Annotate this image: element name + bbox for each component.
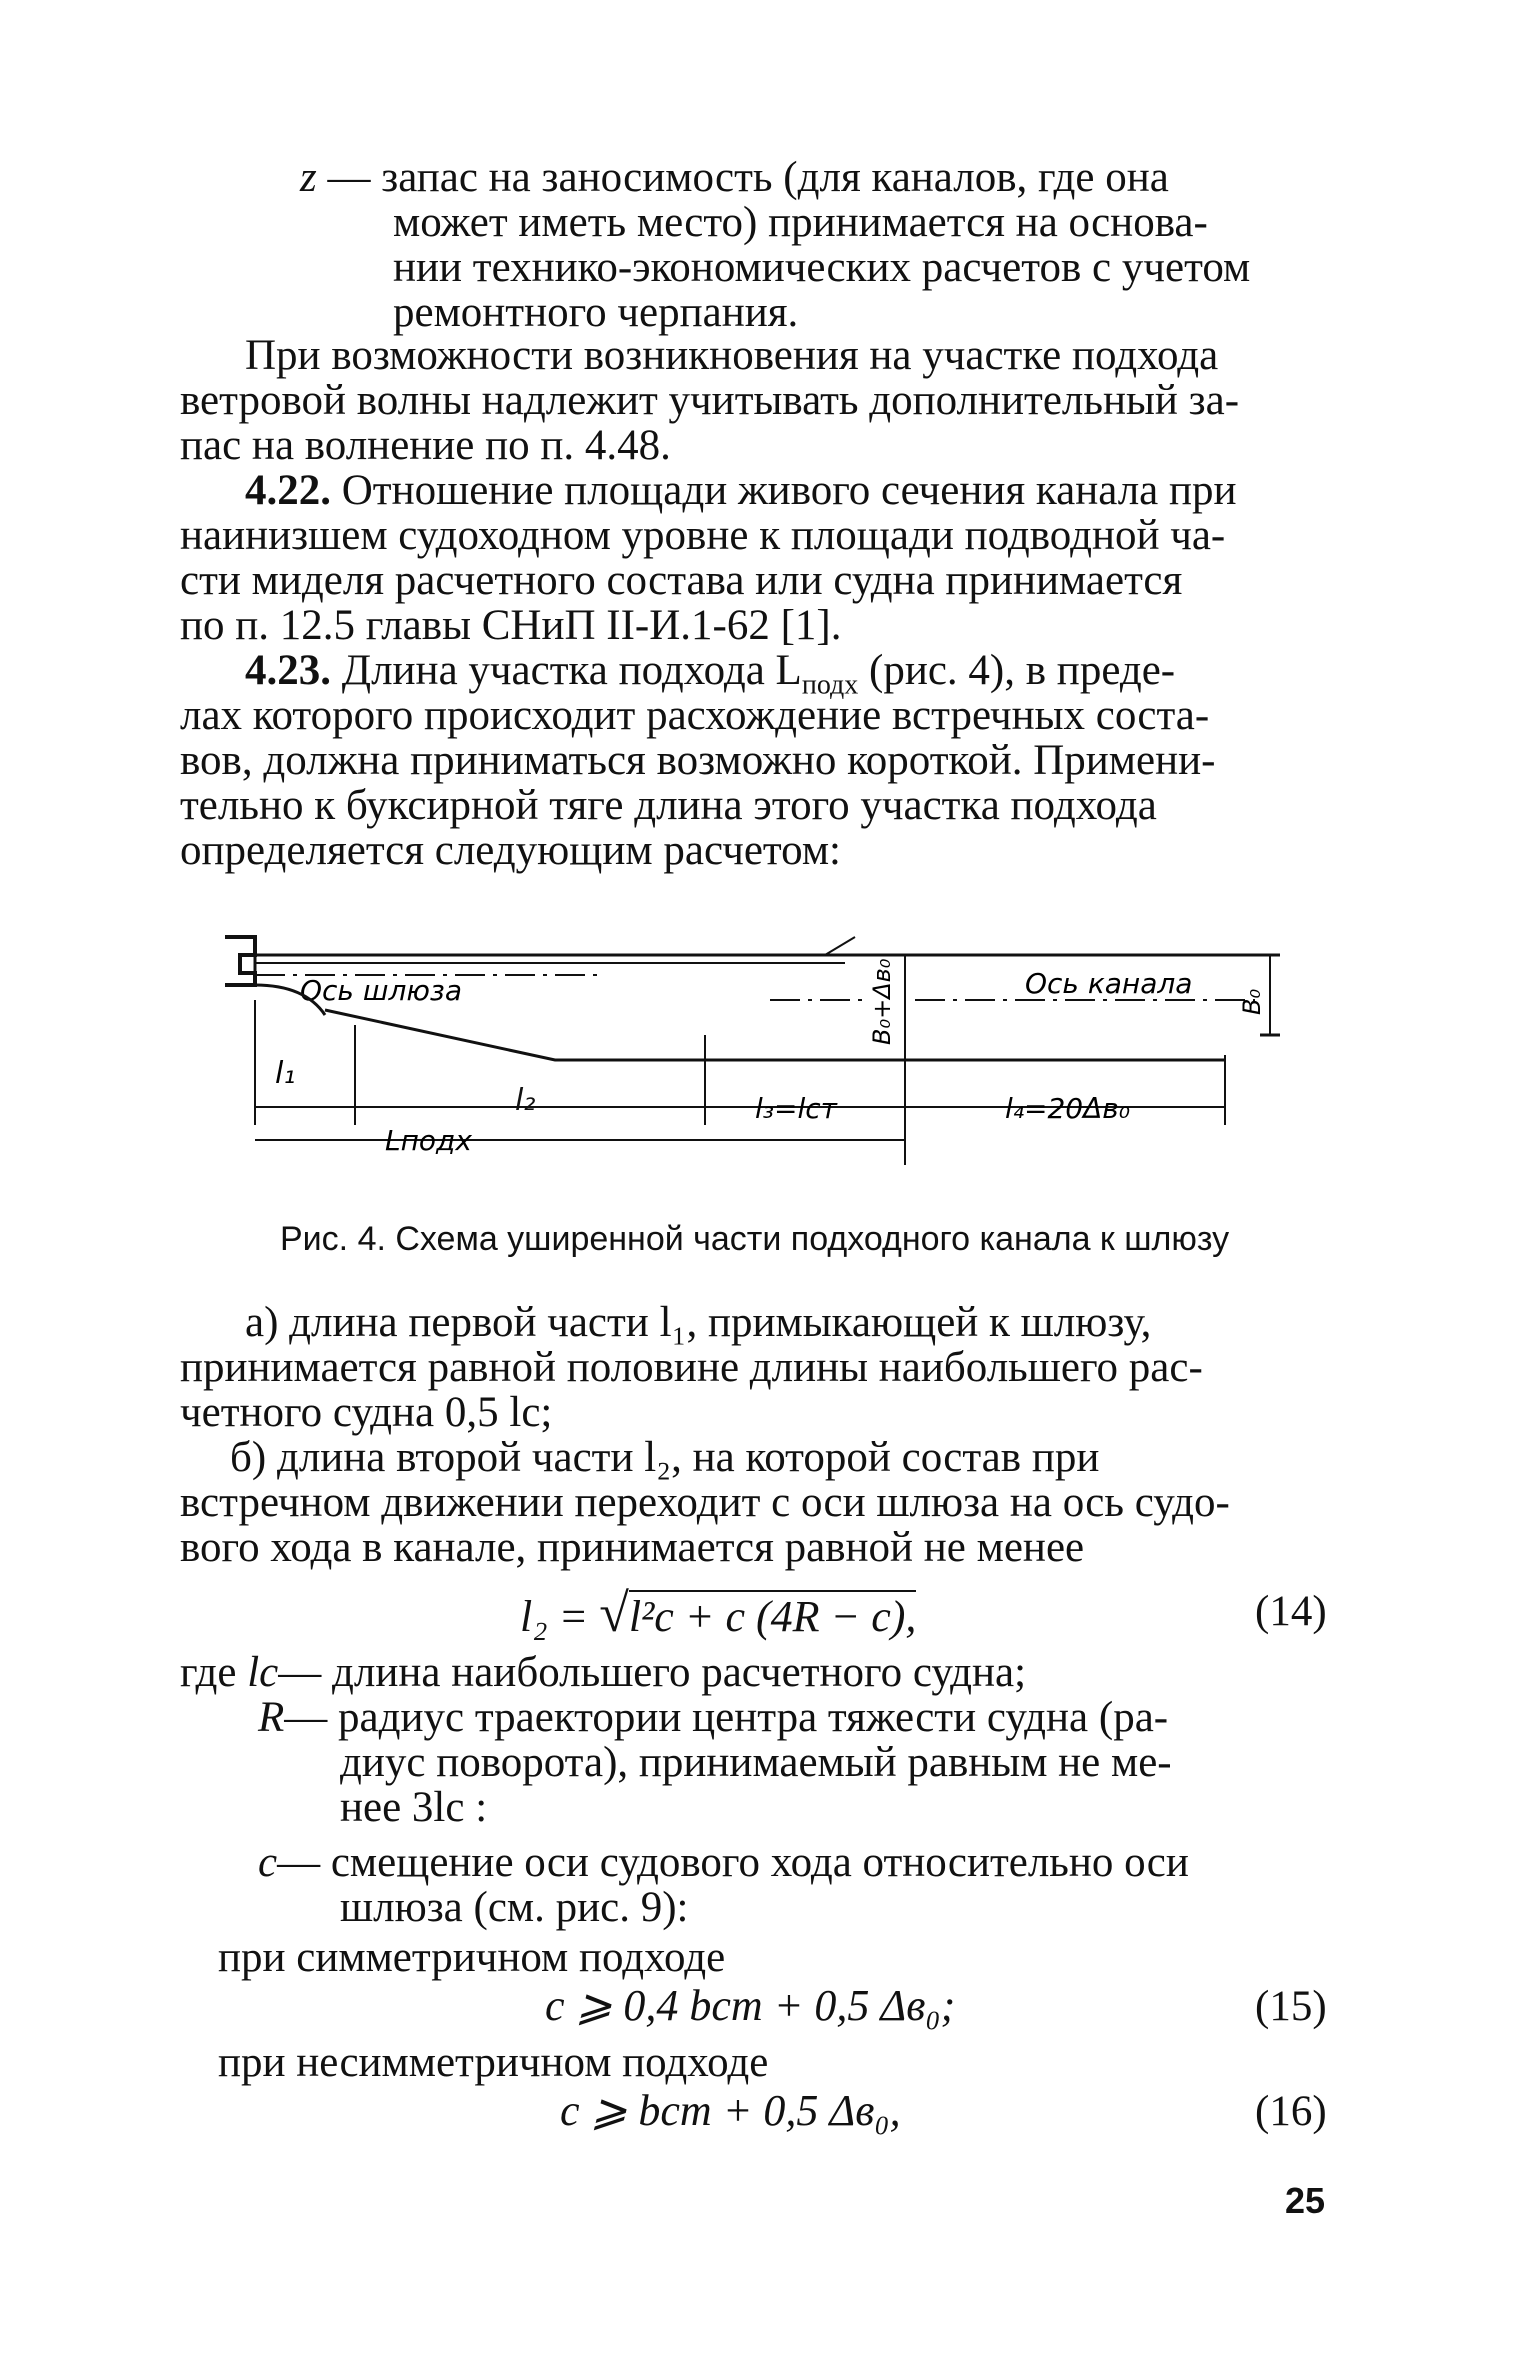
z-text-line-3: нии технико-экономических расчетов с учетом [393, 244, 1251, 291]
section-4-23-text-1-end: (рис. 4), в преде- [858, 647, 1176, 694]
l-podh-subscript: подх [801, 669, 859, 701]
item-a-line-1: а) длина первой части l₁, примыкающей к шлюзу, [245, 1299, 1152, 1346]
lc-definition: — длина наибольшего расчетного судна; [278, 1649, 1027, 1696]
item-b-line-3: вого хода в канале, принимается равной не менее [180, 1524, 1085, 1571]
lock-gate-shape [225, 937, 255, 985]
wave-line-1: При возможности возникновения на участке подхода [245, 332, 1219, 379]
wave-line-2: ветровой волны надлежит учитывать дополнительный за- [180, 377, 1240, 424]
item-b-line-2: встречном движении переходит с оси шлюза на ось судо- [180, 1479, 1230, 1526]
where-r-line-1 [258, 1695, 1168, 1740]
where-r-line-3: нее 3lс : [340, 1784, 488, 1831]
section-4-22-line-2: наинизшем судоходном уровне к площади подводной ча- [180, 512, 1226, 559]
figure-4-caption: Рис. 4. Схема уширенной части подходного канала к шлюзу [280, 1220, 1230, 1258]
section-4-22-text-1: Отношение площади живого сечения канала при [341, 467, 1237, 514]
section-number-4-22: 4.22. [245, 467, 331, 514]
equation-number-15: (15) [1255, 1983, 1327, 2030]
section-4-22-line-1 [245, 468, 1237, 513]
where-c-line-1 [258, 1840, 1189, 1885]
lock-axis-label: Ось шлюза [300, 974, 462, 1007]
section-4-23-line-5: определяется следующим расчетом: [180, 827, 841, 874]
b0-label: B₀ [1238, 988, 1266, 1015]
b0-delta-label: B₀+Δв₀ [868, 958, 896, 1045]
section-4-23-line-3: вов, должна приниматься возможно короткой. Примени- [180, 737, 1216, 784]
l4-label: l₄=20Δв₀ [1005, 1092, 1130, 1125]
wave-line-3: пас на волнение по п. 4.48. [180, 422, 671, 469]
section-number-4-23: 4.23. [245, 647, 331, 694]
l3-label: l₃=lст [755, 1092, 837, 1125]
section-4-23-line-4: тельно к буксирной тяге длина этого участка подхода [180, 782, 1157, 829]
lc-symbol: lс [247, 1649, 279, 1696]
where-c-line-2: шлюза (см. рис. 9): [340, 1884, 689, 1931]
z-definition [300, 155, 1169, 200]
l-podh-label: Lподх [385, 1124, 472, 1157]
z-text-line-4: ремонтного черпания. [393, 289, 799, 336]
asymmetric-approach-label: при несимметричном подходе [218, 2039, 769, 2086]
c-symbol: c [258, 1839, 278, 1886]
section-4-22-line-4: по п. 12.5 главы СНиП II-И.1-62 [1]. [180, 602, 842, 649]
r-symbol: R [258, 1694, 285, 1741]
equation-number-14: (14) [1255, 1588, 1327, 1635]
where-lc-line [180, 1650, 1026, 1695]
symmetric-approach-label: при симметричном подходе [218, 1934, 726, 1981]
bank-tick [825, 937, 855, 955]
formula-14-rhs: l²с + c (4R − c), [628, 1592, 917, 1641]
where-word: где [180, 1649, 237, 1696]
figure-4-diagram [215, 925, 1290, 1180]
section-4-23-line-2: лах которого происходит расхождение встречных соста- [180, 692, 1210, 739]
z-text-line-2: может иметь место) принимается на основа- [393, 199, 1208, 246]
formula-15: c ⩾ 0,4 bст + 0,5 Δв₀; [545, 1981, 956, 2030]
formula-14-lhs: l₂ = [520, 1592, 600, 1641]
section-4-22-line-3: сти миделя расчетного состава или судна принимается [180, 557, 1183, 604]
l1-label: l₁ [275, 1056, 296, 1091]
z-text-line-1: — запас на заносимость (для каналов, где она [327, 154, 1169, 201]
z-symbol: z [300, 154, 317, 201]
equation-number-16: (16) [1255, 2088, 1327, 2135]
page-number: 25 [1285, 2180, 1326, 2221]
where-r-line-2: диус поворота), принимаемый равным не ме- [340, 1739, 1172, 1786]
section-4-23-text-1: Длина участка подхода L [341, 647, 802, 694]
item-a-line-3: четного судна 0,5 lс; [180, 1389, 553, 1436]
r-definition-1: — радиус траектории центра тяжести судна (ра- [284, 1694, 1169, 1741]
formula-16: c ⩾ bст + 0,5 Δв₀, [560, 2086, 901, 2135]
bottom-bank-line [325, 1010, 1225, 1060]
item-b-line-1: б) длина второй части l₂, на которой состав при [230, 1434, 1100, 1481]
canal-axis-label: Ось канала [1025, 967, 1193, 1000]
formula-14 [520, 1582, 916, 1644]
l2-label: l₂ [515, 1083, 536, 1118]
sqrt-symbol: √ [599, 1583, 629, 1643]
c-definition-1: — смещение оси судового хода относительно оси [277, 1839, 1189, 1886]
item-a-line-2: принимается равной половине длины наибольшего рас- [180, 1344, 1203, 1391]
